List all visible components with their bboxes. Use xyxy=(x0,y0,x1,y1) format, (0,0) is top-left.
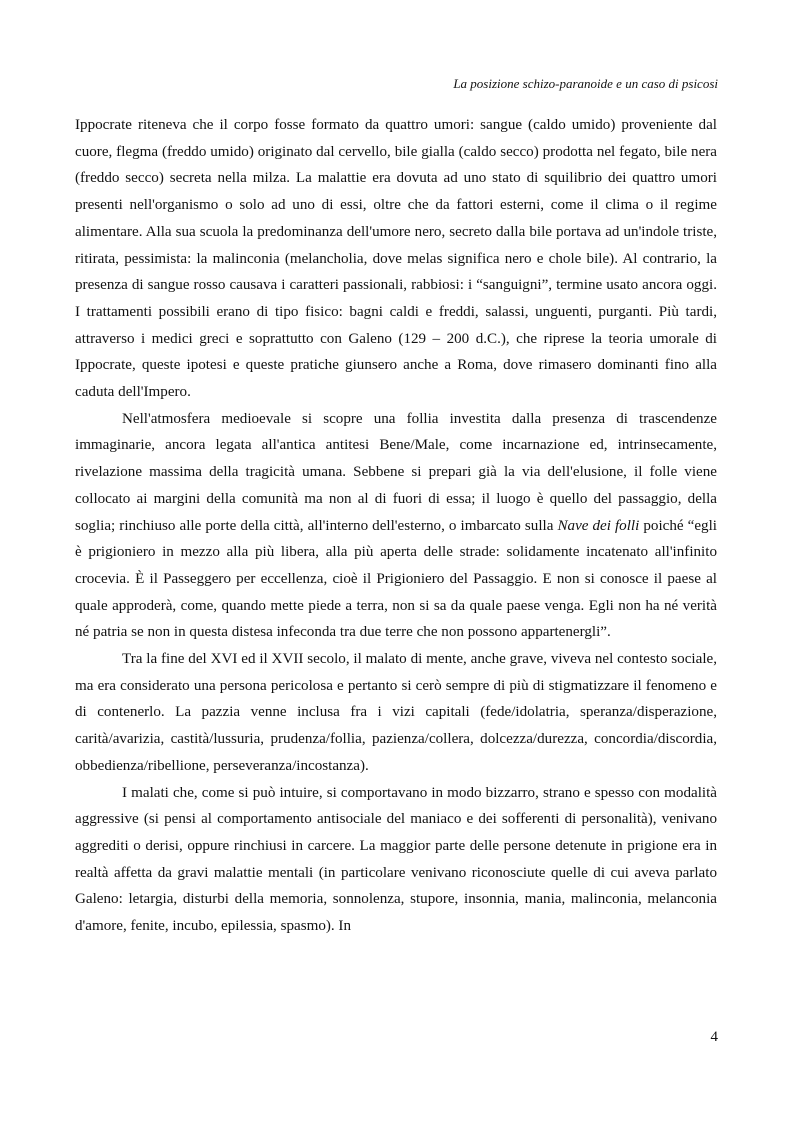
paragraph-16th-17th-century: Tra la fine del XVI ed il XVII secolo, il malato di mente, anche grave, viveva nel contesto sociale, ma era considerato una persona pericolosa e pertanto si cerò sempre di più di stigmatizzare il fenomeno e di contenerlo. La pazzia venne inclusa fra i vizi capitali (fede/idolatria, speranza/disperazione, carità/avarizia, castità/lussuria, prudenza/follia, pazienza/collera, dolcezza/durezza, concordia/discordia, obbedienza/ribellione, perseveranza/incostanza). xyxy=(75,651,717,774)
paragraph-medieval-madness xyxy=(75,406,717,646)
page-number: 4 xyxy=(710,1029,718,1045)
body-text xyxy=(75,112,717,940)
paragraph-text: Nell'atmosfera medioevale si scopre una follia investita dalla presenza di trascendenze immaginarie, ancora legata all'antica antitesi Bene/Male, come incarnazione ed, intrinsecamente, rivelazione massima della tragicità umana. Sebbene si prepari già la via dell'elusione, il folle viene collocato ai margini della comunità ma non al di fuori di essa; il luogo è quello del passaggio, della soglia; rinchiuso alle porte della città, all'interno dell'esterno, o imbarcato sulla xyxy=(75,410,717,534)
running-header: La posizione schizo-paranoide e un caso di psicosi xyxy=(453,76,718,91)
paragraph-hippocrates: Ippocrate riteneva che il corpo fosse formato da quattro umori: sangue (caldo umido) proveniente dal cuore, flegma (freddo umido) originato dal cervello, bile gialla (caldo secco) prodotta nel fegato, bile nera (freddo secco) secreta nella milza. La malattie era dovuta ad uno stato di squilibrio dei quattro umori presenti nell'organismo o solo ad uno di essi, oltre che da fattori esterni, come il clima o il regime alimentare. Alla sua scuola la predominanza dell'umore nero, secreto dalla bile portava ad un'indole triste, ritirata, pessimista: la malinconia (melancholia, dove melas significa nero e chole bile). Al contrario, la presenza di sangue rosso causava i caratteri passionali, rabbiosi: i “sanguigni”, termine usato ancora oggi. I trattamenti possibili erano di tipo fisico: bagni caldi e freddi, salassi, unguenti, purganti. Più tardi, attraverso i medici greci e soprattutto con Galeno (129 – 200 d.C.), che riprese la teoria umorale di Ippocrate, queste ipotesi e queste pratiche giunsero anche a Roma, dove rimasero dominanti fino alla caduta dell'Impero. xyxy=(75,117,717,401)
paragraph-text: poiché “egli è prigioniero in mezzo alla più libera, alla più aperta delle strade: solidamente incatenato all'infinito crocevia. È il Passeggero per eccellenza, cioè il Prigioniero del Passaggio. E non si conosce il paese al quale approderà, come, quando mette piede a terra, non si sa da quale paese venga. Egli non ha né verità né patria se non in questa distesa infeconda tra due terre che non possono appartenergli”. xyxy=(75,517,717,641)
paragraph-imprisoned-patients: I malati che, come si può intuire, si comportavano in modo bizzarro, strano e spesso con modalità aggressive (si pensi al comportamento antisociale del maniaco e dei sofferenti di personalità), venivano aggrediti o derisi, oppure rinchiusi in carcere. La maggior parte delle persone detenute in prigione era in realtà affetta da gravi malattie mentali (in particolare venivano riconosciute quelle di cui aveva parlato Galeno: letargia, disturbi della memoria, sonnolenza, stupore, insonnia, mania, malinconia, melanconia d'amore, fenite, incubo, epilessia, spasmo). In xyxy=(75,784,717,935)
book-title: Nave dei folli xyxy=(557,517,640,534)
